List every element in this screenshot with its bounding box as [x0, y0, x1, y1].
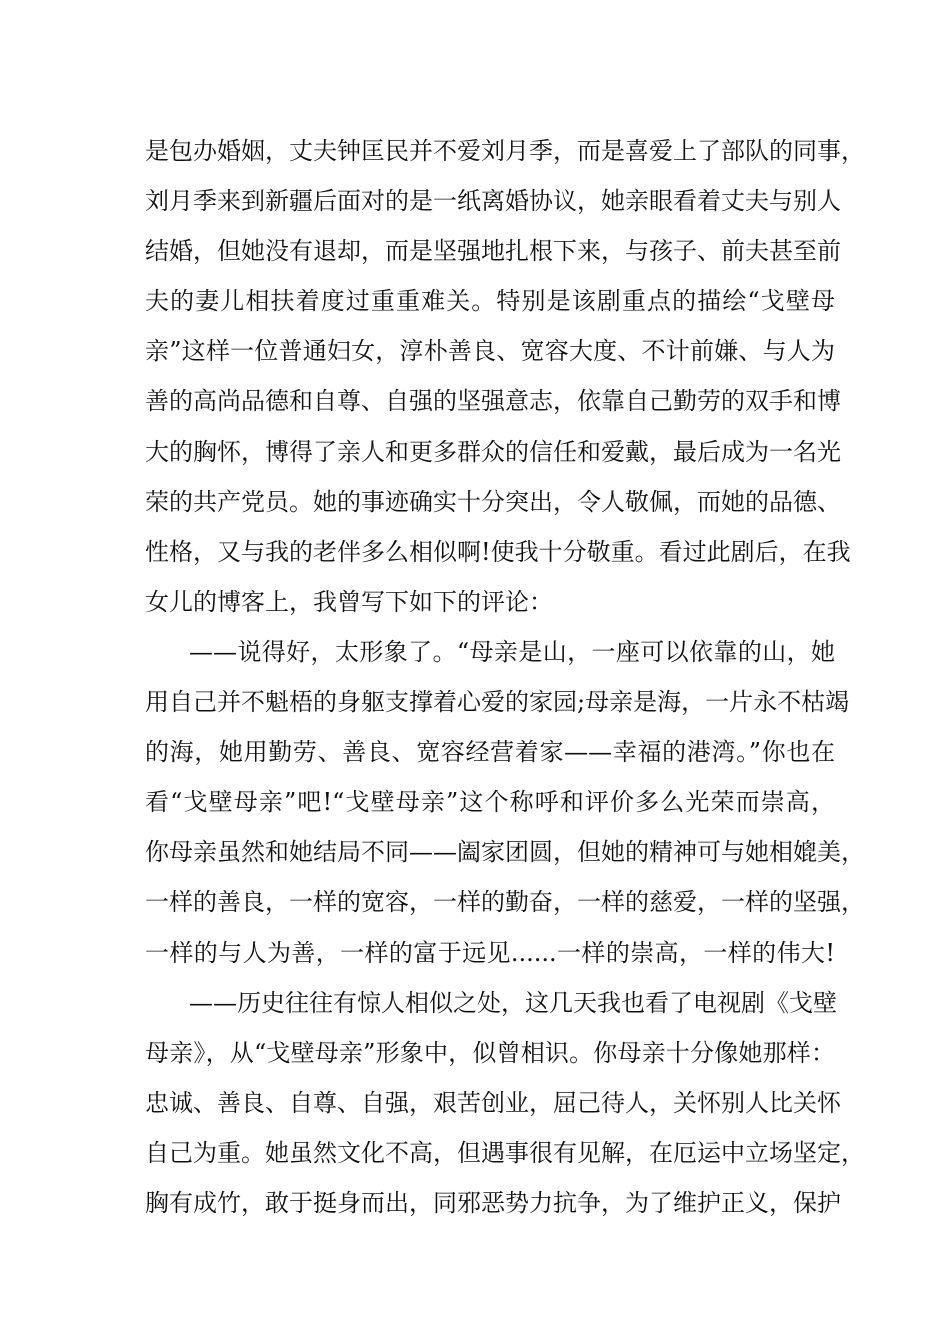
text-line: 一样的善良，一样的宽容，一样的勤奋，一样的慈爱，一样的坚强， — [145, 888, 865, 917]
text-line: 夫的妻儿相扶着度过重重难关。特别是该剧重点的描绘“戈壁母 — [145, 287, 835, 316]
text-line: 性格，又与我的老伴多么相似啊!使我十分敬重。看过此剧后，在我 — [145, 537, 851, 566]
text-line: 看“戈壁母亲”吧!“戈壁母亲”这个称呼和评价多么光荣而崇高， — [145, 788, 835, 817]
text-line: 结婚，但她没有退却，而是坚强地扎根下来，与孩子、前夫甚至前 — [145, 237, 841, 266]
text-line: 是包办婚姻，丈夫钟匡民并不爱刘月季，而是喜爱上了部队的同事， — [145, 137, 865, 165]
text-line: 荣的共产党员。她的事迹确实十分突出，令人敬佩，而她的品德、 — [145, 487, 841, 516]
text-line: 胸有成竹，敢于挺身而出，同邪恶势力抗争，为了维护正义，保护 — [145, 1188, 841, 1217]
text-line: ——历史往往有惊人相似之处，这几天我也看了电视剧《戈壁 — [189, 988, 837, 1017]
text-line: 亲”这样一位普通妇女，淳朴善良、宽容大度、不计前嫌、与人为 — [145, 337, 835, 366]
text-line: 女儿的博客上，我曾写下如下的评论： — [145, 587, 553, 616]
text-line: 用自己并不魁梧的身躯支撑着心爱的家园;母亲是海，一片永不枯竭 — [145, 688, 850, 717]
text-line: 刘月季来到新疆后面对的是一纸离婚协议，她亲眼看着丈夫与别人 — [145, 187, 841, 216]
text-line: 忠诚、善良、自尊、自强，艰苦创业，屈己待人，关怀别人比关怀 — [145, 1088, 841, 1117]
text-line: 善的高尚品德和自尊、自强的坚强意志，依靠自己勤劳的双手和博 — [145, 387, 841, 416]
text-line: 自己为重。她虽然文化不高，但遇事很有见解，在厄运中立场坚定， — [145, 1138, 865, 1167]
body-text — [145, 126, 865, 1228]
text-line: 大的胸怀，博得了亲人和更多群众的信任和爱戴，最后成为一名光 — [145, 437, 841, 466]
text-line: 的海，她用勤劳、善良、宽容经营着家——幸福的港湾。”你也在 — [145, 738, 835, 767]
text-line: 母亲》，从“戈壁母亲”形象中，似曾相识。你母亲十分像她那样： — [145, 1038, 835, 1067]
text-line: 一样的与人为善，一样的富于远见......一样的崇高，一样的伟大! — [145, 938, 835, 967]
text-line: ——说得好，太形象了。“母亲是山，一座可以依靠的山，她 — [189, 637, 835, 666]
text-line: 你母亲虽然和她结局不同——阖家团圆，但她的精神可与她相媲美， — [145, 838, 865, 867]
